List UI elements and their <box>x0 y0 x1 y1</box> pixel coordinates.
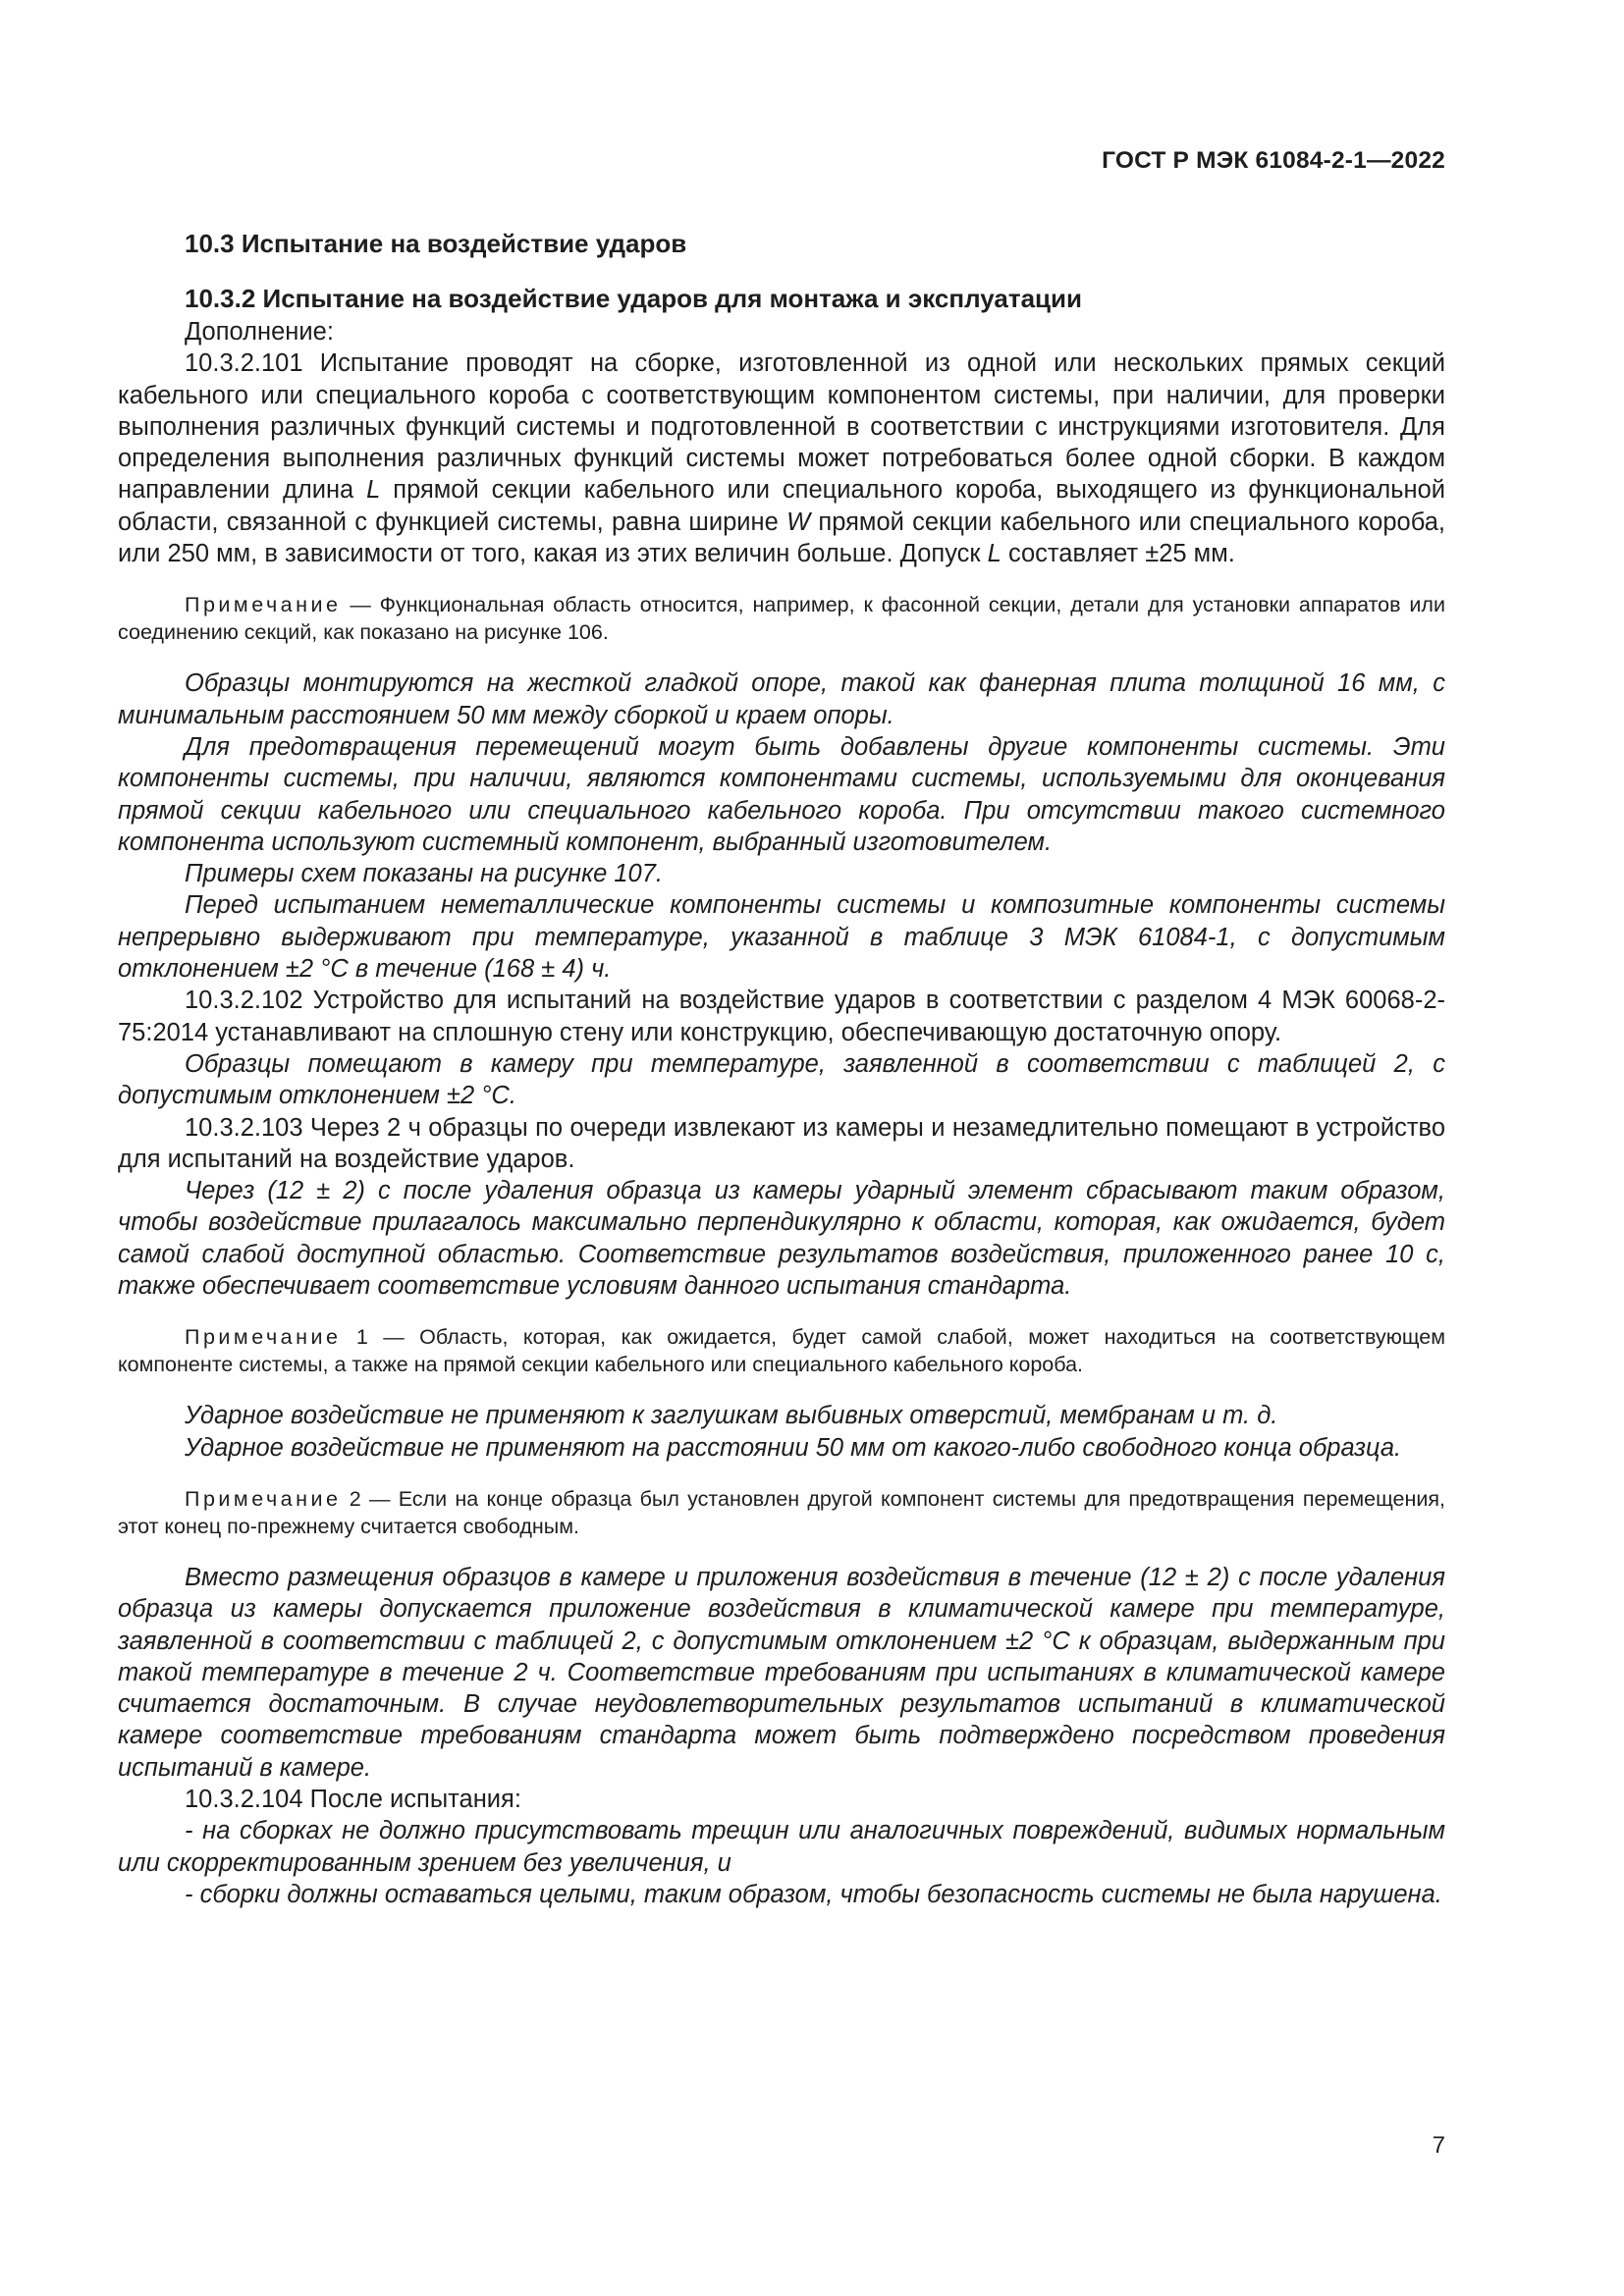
paragraph-10-3-2-103: 10.3.2.103 Через 2 ч образцы по очереди извлекают из камеры и незамедлительно помещают в устройство для испытаний на воздействие ударов. <box>118 1113 1445 1173</box>
symbol-L: L <box>366 476 381 505</box>
note-text: 2 — Если на конце образца был установлен другой компонент системы для предотвращения перемещения, этот конец по-прежнему считается свободным. <box>118 1486 1445 1538</box>
paragraph-10-3-2-104: 10.3.2.104 После испытания: <box>185 1785 521 1813</box>
symbol-W: W <box>786 507 811 536</box>
p101-text-b: прямой секции кабельного или специального короба, выходящего из функциональной области, связанной с функцией системы, равна ширине <box>118 476 1446 536</box>
p101-text-d: составляет ±25 мм. <box>1001 540 1235 568</box>
paragraph-no-impact-free-end: Ударное воздействие не применяют на расстоянии 50 мм от какого-либо свободного конца образца. <box>185 1433 1402 1462</box>
addition-label: Дополнение: <box>185 318 334 346</box>
note-text: — Функциональная область относится, например, к фасонной секции, детали для установки аппаратов или соединению секций, как показано на рисунке 106. <box>118 593 1445 645</box>
note-label: Примечание <box>185 1486 342 1511</box>
p101-text-a: 10.3.2.101 Испытание проводят на сборке, изготовленной из одной или нескольких прямых секций кабельного или специального короба с соответствующим компонентом системы, при наличии, для проверки выполнения различных функций системы и подготовленной в соответствии с инструкциями изготовителя. Для определения выполнения различных функций системы может потребоваться более одной сборки. В каждом направлении длина <box>118 349 1445 505</box>
note-label: Примечание <box>185 1325 342 1350</box>
note-functional-area <box>118 591 1445 646</box>
paragraph-no-impact-plugs: Ударное воздействие не применяют к заглушкам выбивных отверстий, мембранам и т. д. <box>185 1402 1278 1430</box>
paragraph-climatic-chamber: Вместо размещения образцов в камере и приложения воздействия в течение (12 ± 2) с после удаления образца из камеры допускается приложение воздействия в климатической камере при температуре, заявленной в соответствии с таблицей 2, с допустимым отклонением ±2 °С к образцам, выдержанным при такой температуре в течение 2 ч. Соответствие требованиям при испытаниях в климатической камере считается достаточным. В случае неудовлетворительных результатов испытаний в климатической камере соответствие требованиям стандарта может быть подтверждено посредством проведения испытаний в камере. <box>118 1563 1445 1782</box>
page-number: 7 <box>1432 2132 1445 2159</box>
paragraph-chamber: Образцы помещают в камеру при температуре, заявленной в соответствии с таблицей 2, с допустимым отклонением ±2 °С. <box>118 1049 1445 1110</box>
paragraph-preconditioning: Перед испытанием неметаллические компоненты системы и композитные компоненты системы непрерывно выдерживают при температуре, указанной в таблице 3 МЭК 61084-1, с допустимым отклонением ±2 °С в течение (168 ± 4) ч. <box>118 891 1445 984</box>
paragraph-examples: Примеры схем показаны на рисунке 107. <box>185 860 664 888</box>
paragraph-10-3-2-101 <box>118 347 1445 569</box>
paragraph-impact-timing: Через (12 ± 2) с после удаления образца из камеры ударный элемент сбрасывают таким образом, чтобы воздействие прилагалось максимально перпендикулярно к области, которая, как ожидается, будет самой слабой доступной областью. Соответствие результатов воздействия, приложенного ранее 10 с, также обеспечивает соответствие условиям данного испытания стандарта. <box>118 1177 1445 1301</box>
note-label: Примечание <box>185 593 342 617</box>
paragraph-10-3-2-102: 10.3.2.102 Устройство для испытаний на воздействие ударов в соответствии с разделом 4 МЭК 60068-2-75:2014 устанавливают на сплошную стену или конструкцию, обеспечивающую достаточную опору. <box>118 987 1445 1046</box>
section-10-3-heading: 10.3 Испытание на воздействие ударов <box>185 229 687 258</box>
section-10-3-2-heading: 10.3.2 Испытание на воздействие ударов для монтажа и эксплуатации <box>185 284 1082 313</box>
list-item-no-cracks: - на сборках не должно присутствовать трещин или аналогичных повреждений, видимых нормальным или скорректированным зрением без увеличения, и <box>118 1817 1445 1877</box>
paragraph-prevent-movement: Для предотвращения перемещений могут быть добавлены другие компоненты системы. Эти компоненты системы, при наличии, являются компонентами системы, используемыми для оконцевания прямой секции кабельного или специального кабельного короба. При отсутствии такого системного компонента используют системный компонент, выбранный изготовителем. <box>118 732 1445 856</box>
symbol-L: L <box>987 540 1001 568</box>
note-text: 1 — Область, которая, как ожидается, будет самой слабой, может находиться на соответствующем компоненте системы, а также на прямой секции кабельного или специального кабельного короба. <box>118 1325 1445 1377</box>
p101-text-c: прямой секции кабельного или специального короба, или 250 мм, в зависимости от того, какая из этих величин больше. Допуск <box>118 507 1445 568</box>
document-page <box>118 0 1445 2296</box>
standard-code-header: ГОСТ Р МЭК 61084-2-1—2022 <box>1102 147 1445 174</box>
document-body <box>118 228 1445 1910</box>
list-item-integrity: - сборки должны оставаться целыми, таким образом, чтобы безопасность системы не была нарушена. <box>185 1880 1442 1908</box>
paragraph-mounting: Образцы монтируются на жесткой гладкой опоре, такой как фанерная плита толщиной 16 мм, с минимальным расстоянием 50 мм между сборкой и краем опоры. <box>118 669 1445 729</box>
note-1 <box>118 1323 1445 1378</box>
note-2 <box>118 1485 1445 1540</box>
